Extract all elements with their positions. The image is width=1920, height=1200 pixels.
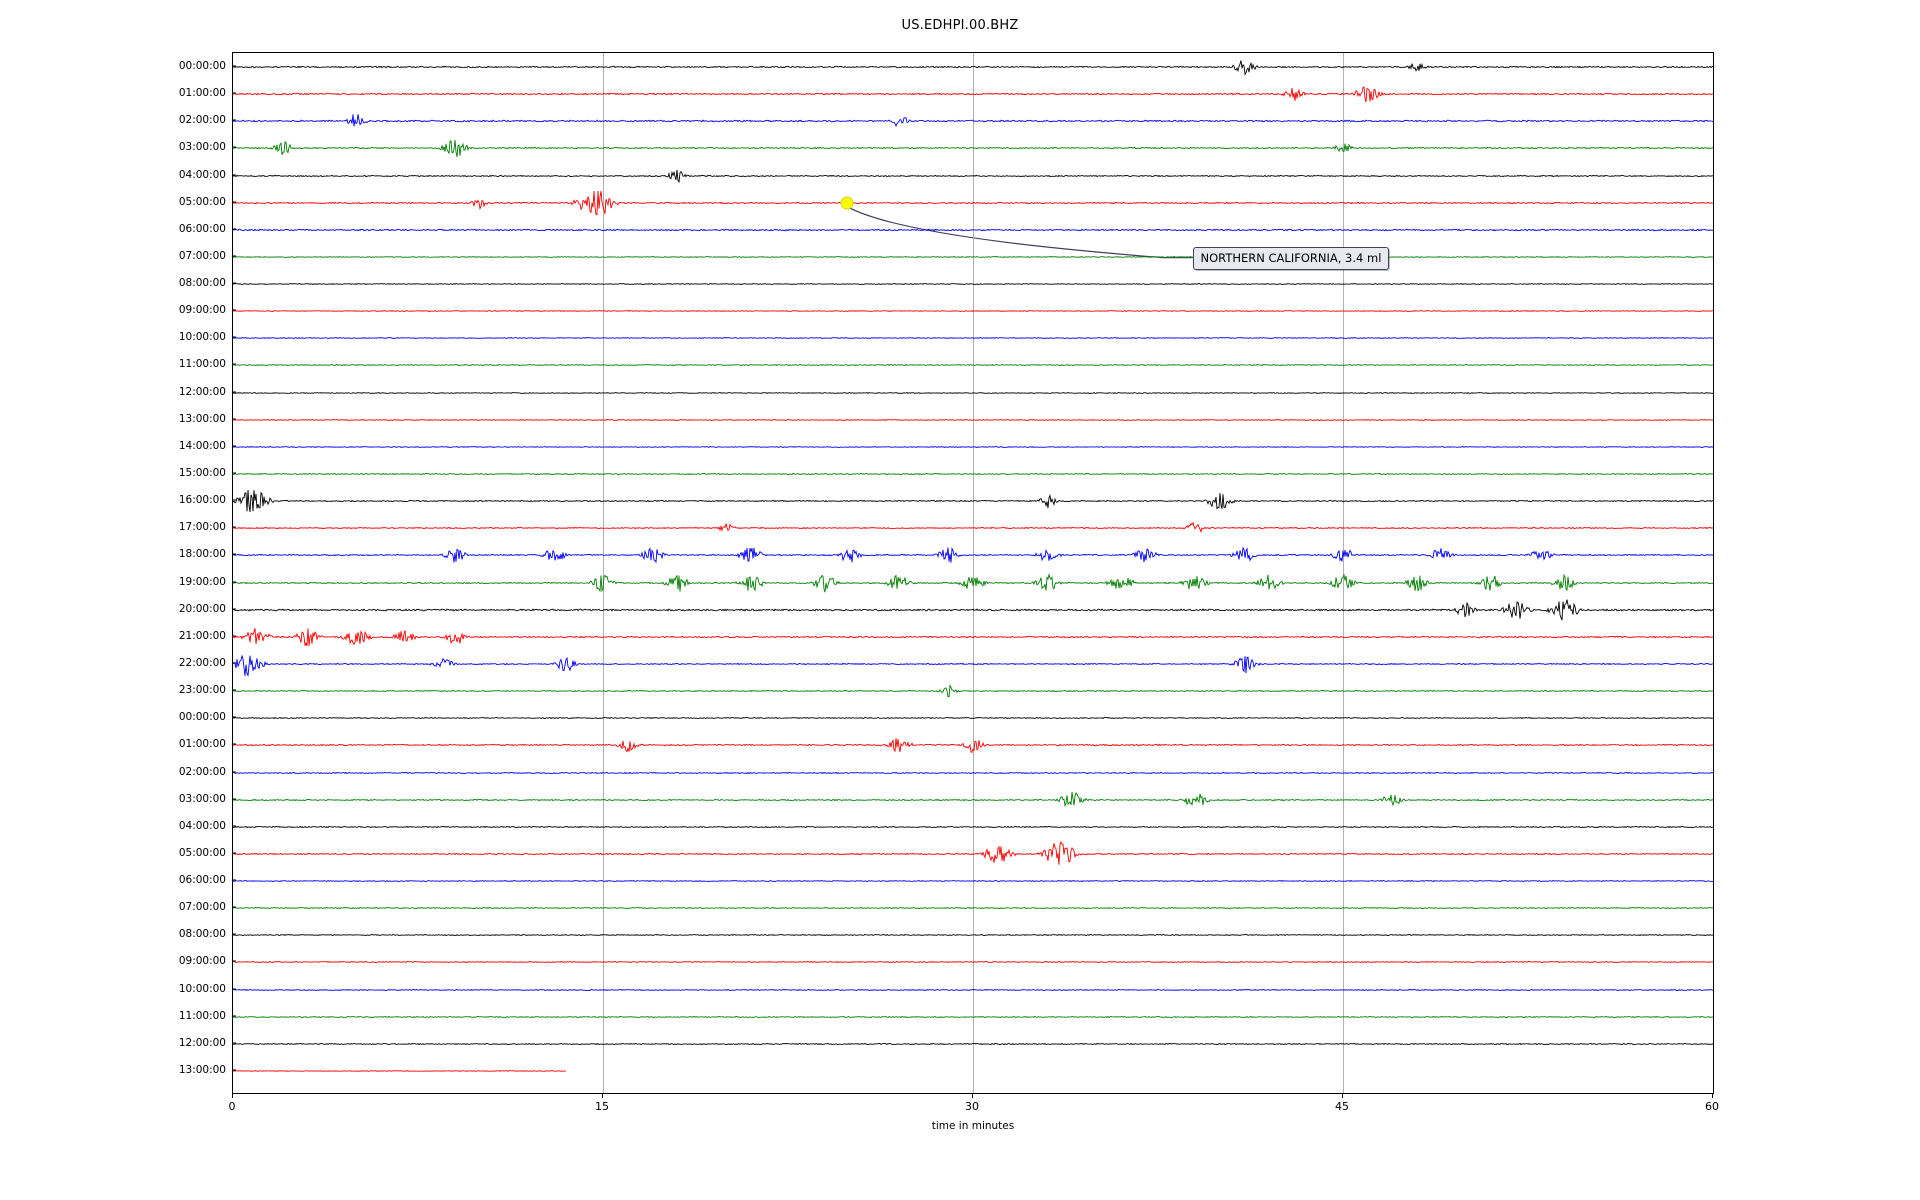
y-axis-tick-mark xyxy=(232,662,236,663)
y-axis-tick-mark xyxy=(232,988,236,989)
y-axis-tick-label: 09:00:00 xyxy=(178,304,226,317)
y-axis-tick-mark xyxy=(232,1042,236,1043)
y-axis-tick-mark xyxy=(232,283,236,284)
y-axis-tick-mark xyxy=(232,825,236,826)
gridline xyxy=(1343,53,1344,1093)
x-axis-tick-label: 45 xyxy=(1335,1100,1349,1113)
y-axis-tick-label: 04:00:00 xyxy=(178,819,226,832)
x-axis-tick-mark xyxy=(1342,1094,1343,1098)
y-axis-tick-label: 02:00:00 xyxy=(178,765,226,778)
event-marker-icon[interactable] xyxy=(841,196,854,209)
y-axis-tick-label: 11:00:00 xyxy=(178,1009,226,1022)
x-axis-tick-label: 15 xyxy=(595,1100,609,1113)
y-axis-tick-mark xyxy=(232,961,236,962)
y-axis-tick-label: 08:00:00 xyxy=(178,277,226,290)
y-axis-tick-label: 11:00:00 xyxy=(178,358,226,371)
y-axis-tick-mark xyxy=(232,717,236,718)
y-axis-tick-label: 09:00:00 xyxy=(178,955,226,968)
x-axis-tick-mark xyxy=(602,1094,603,1098)
x-axis-tick-mark xyxy=(1712,1094,1713,1098)
y-axis-tick-mark xyxy=(232,852,236,853)
y-axis-tick-mark xyxy=(232,907,236,908)
y-axis-tick-label: 02:00:00 xyxy=(178,114,226,127)
y-axis-tick-mark xyxy=(232,174,236,175)
y-axis-tick-label: 23:00:00 xyxy=(178,684,226,697)
y-axis-tick-label: 05:00:00 xyxy=(178,195,226,208)
y-axis-tick-mark xyxy=(232,554,236,555)
y-axis-tick-label: 07:00:00 xyxy=(178,249,226,262)
y-axis-tick-label: 12:00:00 xyxy=(178,1036,226,1049)
y-axis-tick-label: 03:00:00 xyxy=(178,792,226,805)
y-axis-tick-mark xyxy=(232,1070,236,1071)
y-axis-tick-mark xyxy=(232,147,236,148)
y-axis-tick-mark xyxy=(232,391,236,392)
y-axis-tick-label: 14:00:00 xyxy=(178,439,226,452)
y-axis-tick-label: 17:00:00 xyxy=(178,521,226,534)
x-axis-tick-label: 60 xyxy=(1705,1100,1719,1113)
y-axis-tick-label: 08:00:00 xyxy=(178,928,226,941)
y-axis-tick-label: 01:00:00 xyxy=(178,738,226,751)
x-axis-tick-mark xyxy=(232,1094,233,1098)
y-axis-tick-label: 01:00:00 xyxy=(178,87,226,100)
y-axis-tick-mark xyxy=(232,798,236,799)
gridline xyxy=(973,53,974,1093)
y-axis-tick-mark xyxy=(232,364,236,365)
y-axis-tick-label: 03:00:00 xyxy=(178,141,226,154)
y-axis-tick-label: 05:00:00 xyxy=(178,846,226,859)
y-axis-tick-mark xyxy=(232,418,236,419)
y-axis-tick-label: 07:00:00 xyxy=(178,901,226,914)
gridline xyxy=(603,53,604,1093)
plot-area xyxy=(232,52,1714,1094)
y-axis-tick-mark xyxy=(232,771,236,772)
y-axis-tick-mark xyxy=(232,608,236,609)
y-axis-tick-label: 16:00:00 xyxy=(178,494,226,507)
y-axis-tick-mark xyxy=(232,744,236,745)
y-axis-tick-mark xyxy=(232,66,236,67)
y-axis-tick-mark xyxy=(232,527,236,528)
y-axis-tick-mark xyxy=(232,445,236,446)
y-axis-tick-mark xyxy=(232,228,236,229)
y-axis-tick-label: 04:00:00 xyxy=(178,168,226,181)
y-axis-tick-mark xyxy=(232,1015,236,1016)
y-axis-tick-mark xyxy=(232,934,236,935)
page-title: US.EDHPI.00.BHZ xyxy=(901,18,1019,33)
y-axis-tick-label: 13:00:00 xyxy=(178,412,226,425)
y-axis-tick-mark xyxy=(232,120,236,121)
y-axis-tick-mark xyxy=(232,310,236,311)
y-axis-tick-label: 06:00:00 xyxy=(178,222,226,235)
y-axis-tick-mark xyxy=(232,473,236,474)
x-axis-tick-label: 0 xyxy=(228,1100,236,1113)
y-axis-tick-label: 20:00:00 xyxy=(178,602,226,615)
x-axis-tick-mark xyxy=(972,1094,973,1098)
y-axis-tick-label: 13:00:00 xyxy=(178,1064,226,1076)
y-axis-tick-mark xyxy=(232,581,236,582)
y-axis-tick-label: 00:00:00 xyxy=(178,711,226,724)
y-axis-tick-label: 21:00:00 xyxy=(178,629,226,642)
y-axis-tick-label: 19:00:00 xyxy=(178,575,226,588)
y-axis-tick-mark xyxy=(232,93,236,94)
x-axis-label: time in minutes xyxy=(931,1120,1015,1132)
y-axis-tick-mark xyxy=(232,201,236,202)
y-axis-tick-mark xyxy=(232,500,236,501)
y-axis-tick-label: 10:00:00 xyxy=(178,331,226,344)
y-axis-tick-label: 00:00:00 xyxy=(178,60,226,72)
y-axis-tick-label: 18:00:00 xyxy=(178,548,226,561)
y-axis-tick-label: 22:00:00 xyxy=(178,656,226,669)
y-axis-tick-mark xyxy=(232,635,236,636)
y-axis-tick-mark xyxy=(232,255,236,256)
x-axis-tick-label: 30 xyxy=(965,1100,979,1113)
y-axis-tick-label: 10:00:00 xyxy=(178,982,226,995)
y-axis-tick-mark xyxy=(232,880,236,881)
y-axis-tick-mark xyxy=(232,690,236,691)
y-axis-tick-label: 12:00:00 xyxy=(178,385,226,398)
y-axis-tick-mark xyxy=(232,337,236,338)
y-axis-tick-label: 06:00:00 xyxy=(178,874,226,887)
event-annotation-label[interactable]: NORTHERN CALIFORNIA, 3.4 ml xyxy=(1193,247,1390,270)
y-axis-tick-label: 15:00:00 xyxy=(178,467,226,480)
y-axis-labels xyxy=(152,52,226,1094)
